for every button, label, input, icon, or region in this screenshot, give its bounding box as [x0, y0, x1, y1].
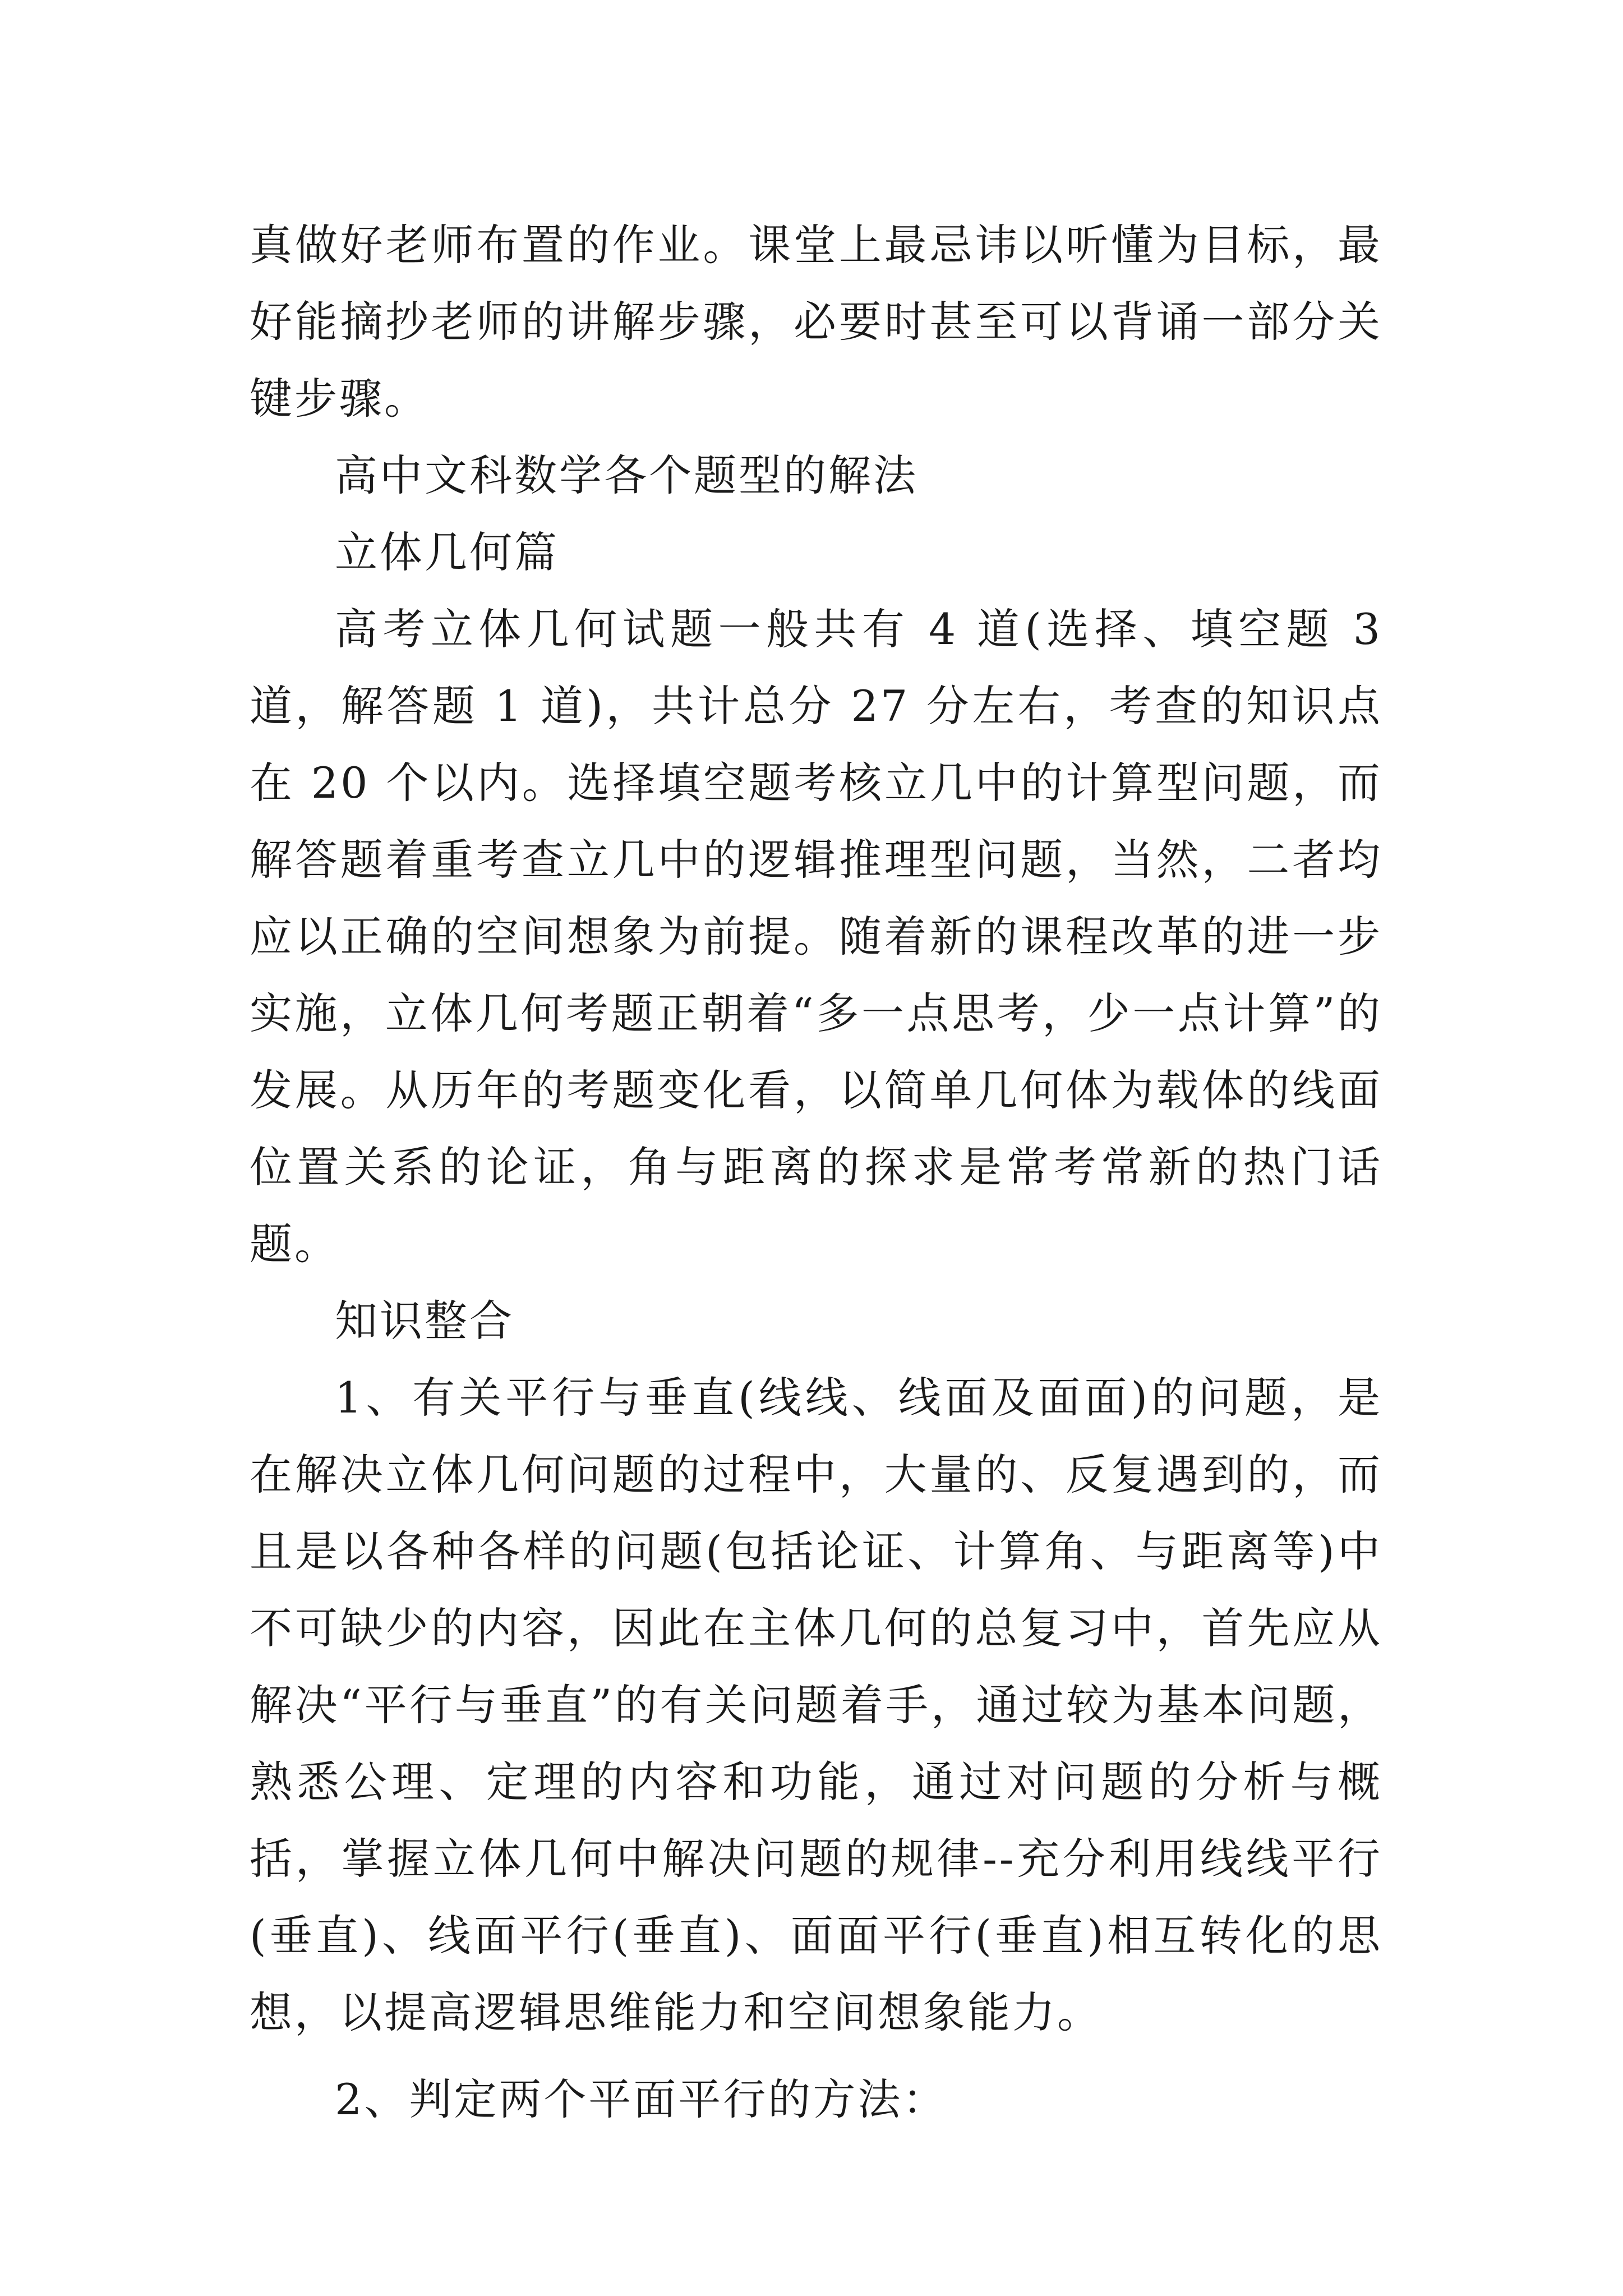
paragraph-point-1: 1、有关平行与垂直(线线、线面及面面)的问题，是在解决立体几何问题的过程中，大量的、反复遇到的，而且是以各种各样的问题(包括论证、计算角、与距离等)中不可缺少的内容，因此在主体几何的总复习中，首先应从解决“平行与垂直”的有关问题着手，通过较为基本问题，熟悉公理、定理的内容和功能，通过对问题的分析与概括，掌握立体几何中解决问题的规律--充分利用线线平行(垂直)、线面平行(垂直)、面面平行(垂直)相互转化的思想，以提高逻辑思维能力和空间想象能力。	[250, 1373, 1382, 2037]
section-heading: 高中文科数学各个题型的解法	[335, 450, 918, 500]
paragraph-continuation: 真做好老师布置的作业。课堂上最忌讳以听懂为目标，最好能摘抄老师的讲解步骤，必要时甚至可以背诵一部分关键步骤。	[250, 220, 1382, 424]
paragraph-point-2: 2、判定两个平面平行的方法：	[335, 2074, 948, 2124]
subsection-heading: 立体几何篇	[335, 527, 559, 577]
paragraph-intro: 高考立体几何试题一般共有 4 道(选择、填空题 3 道，解答题 1 道)，共计总分 27 分左右，考查的知识点在 20 个以内。选择填空题考核立几中的计算型问题，而解答题着重考查立几中的逻辑推理型问题，当然，二者均应以正确的空间想象为前提。随着新的课程改革的进一步实施，立体几何考题正朝着“多一点思考，少一点计算”的发展。从历年的考题变化看，以简单几何体为载体的线面位置关系的论证，角与距离的探求是常考常新的热门话题。	[250, 604, 1382, 1269]
subsection-heading-knowledge: 知识整合	[335, 1296, 514, 1346]
document-body	[250, 206, 1382, 2138]
